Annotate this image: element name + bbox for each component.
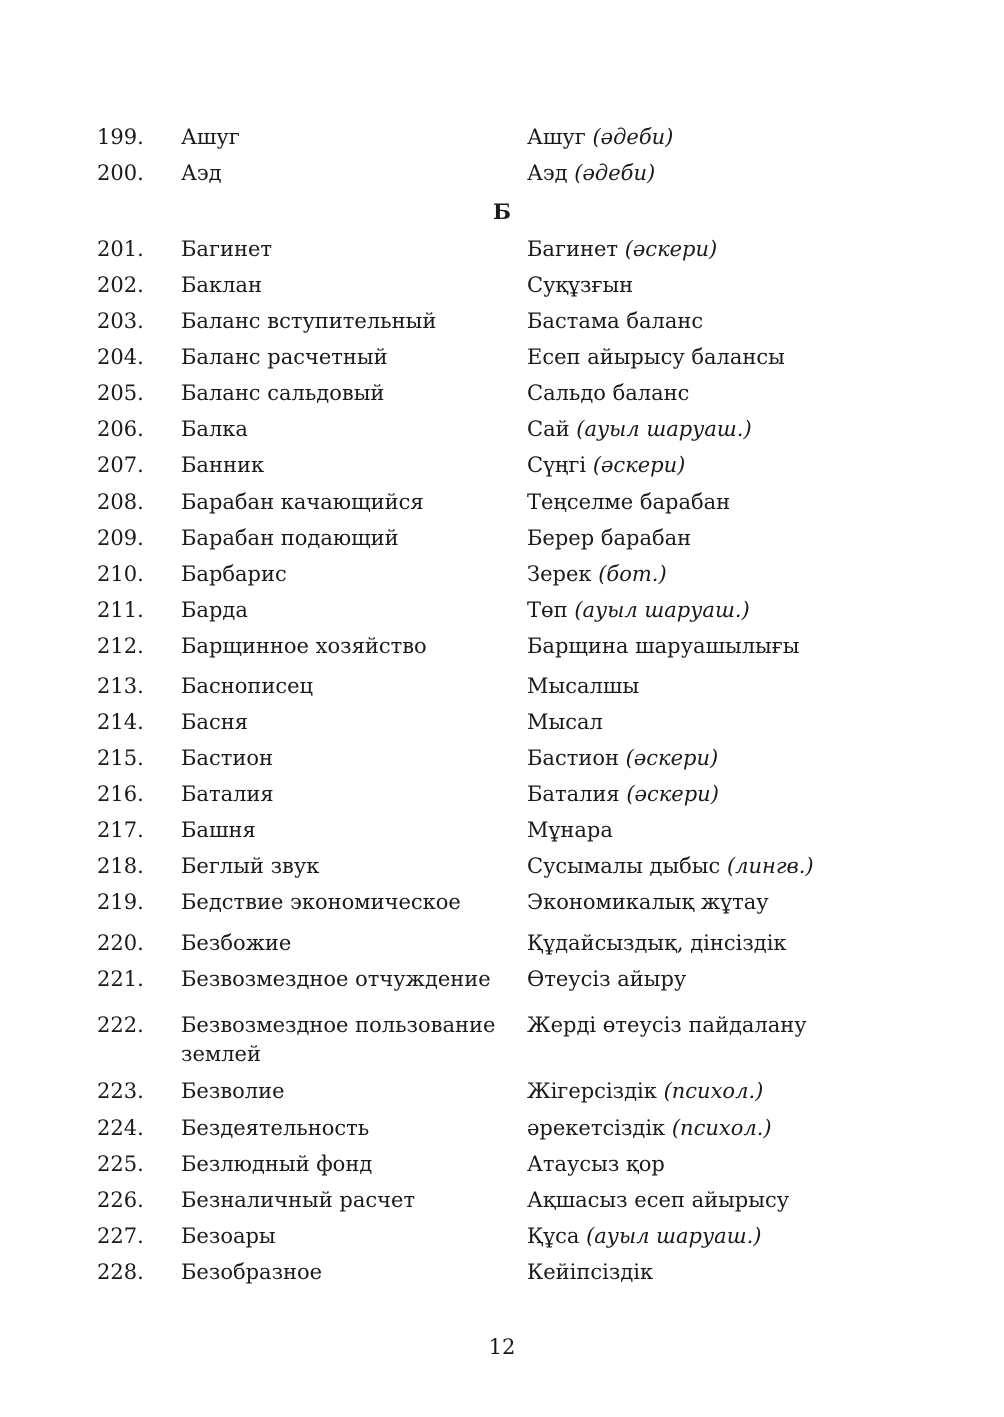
domain-note: (әскери) [592, 453, 686, 477]
kazakh-term: Сусымалы дыбыс (лингв.) [527, 854, 814, 878]
kazakh-term: Берер барабан [527, 526, 692, 550]
kazakh-term: Экономикалық жұтау [527, 890, 769, 914]
domain-note: (психол.) [663, 1079, 764, 1103]
entry-number: 206. [97, 417, 144, 441]
russian-term: Баланс сальдовый [181, 381, 385, 405]
russian-term: Безобразное [181, 1260, 323, 1284]
domain-note: (ауыл шаруаш.) [574, 598, 750, 622]
russian-term: Безвозмездное отчуждение [181, 967, 491, 991]
kazakh-term: Багинет (әскери) [527, 237, 718, 261]
domain-note: (әскери) [625, 746, 719, 770]
kazakh-term: Өтеусіз айыру [527, 967, 687, 991]
entry-number: 221. [97, 967, 144, 991]
russian-term: Басня [181, 710, 248, 734]
kazakh-term: Төп (ауыл шаруаш.) [527, 598, 750, 622]
kazakh-term: Мұнара [527, 818, 613, 842]
entry-number: 199. [97, 125, 144, 149]
kazakh-term: Суқұзғын [527, 273, 634, 297]
russian-term: Безлюдный фонд [181, 1152, 373, 1176]
kazakh-term: Есеп айырысу балансы [527, 345, 785, 369]
russian-term: Безвозмездное пользование землей [181, 1013, 496, 1066]
kazakh-term: Құдайсыздық, дінсіздік [527, 931, 787, 955]
entry-number: 216. [97, 782, 144, 806]
kazakh-term: Жігерсіздік (психол.) [527, 1079, 764, 1103]
entry-number: 219. [97, 890, 144, 914]
russian-term: Бедствие экономическое [181, 890, 461, 914]
russian-term: Баснописец [181, 674, 314, 698]
domain-note: (әскери) [624, 237, 718, 261]
entry-number: 209. [97, 526, 144, 550]
page-number: 12 [488, 1335, 516, 1359]
russian-term: Багинет [181, 237, 272, 261]
russian-term: Баталия [181, 782, 274, 806]
entry-number: 202. [97, 273, 144, 297]
russian-term: Беглый звук [181, 854, 320, 878]
entry-number: 222. [97, 1013, 144, 1037]
kazakh-term: Бастион (әскери) [527, 746, 719, 770]
russian-term: Барщинное хозяйство [181, 634, 427, 658]
russian-term: Барбарис [181, 562, 287, 586]
section-heading: Б [493, 199, 511, 224]
entry-number: 211. [97, 598, 144, 622]
kazakh-term: Сальдо баланс [527, 381, 690, 405]
russian-term: Баклан [181, 273, 262, 297]
russian-term: Бездеятельность [181, 1116, 370, 1140]
russian-term: Безоары [181, 1224, 276, 1248]
domain-note: (лингв.) [726, 854, 814, 878]
entry-number: 212. [97, 634, 144, 658]
entry-number: 220. [97, 931, 144, 955]
russian-term: Балка [181, 417, 248, 441]
kazakh-term: Ақшасыз есеп айырысу [527, 1188, 790, 1212]
entry-number: 213. [97, 674, 144, 698]
entry-number: 214. [97, 710, 144, 734]
domain-note: (ауыл шаруаш.) [576, 417, 752, 441]
entry-number: 207. [97, 453, 144, 477]
domain-note: (әскери) [626, 782, 719, 806]
russian-term: Барда [181, 598, 248, 622]
russian-term: Барабан подающий [181, 526, 399, 550]
russian-term: Башня [181, 818, 256, 842]
entry-number: 205. [97, 381, 144, 405]
kazakh-term: Жерді өтеусіз пайдалану [527, 1013, 807, 1037]
entry-number: 228. [97, 1260, 144, 1284]
russian-term: Баланс вступительный [181, 309, 437, 333]
kazakh-term: Сүңгі (әскери) [527, 453, 686, 477]
kazakh-term: Бастама баланс [527, 309, 704, 333]
kazakh-term: әрекетсіздік (психол.) [527, 1116, 772, 1140]
entry-number: 210. [97, 562, 144, 586]
kazakh-term: Теңселме барабан [527, 490, 731, 514]
kazakh-term: Сай (ауыл шаруаш.) [527, 417, 752, 441]
russian-term: Безбожие [181, 931, 292, 955]
kazakh-term: Ашуг (әдеби) [527, 125, 674, 149]
russian-term: Безволие [181, 1079, 285, 1103]
entry-number: 203. [97, 309, 144, 333]
entry-number: 215. [97, 746, 144, 770]
kazakh-term: Мысал [527, 710, 603, 734]
kazakh-term: Атаусыз қор [527, 1152, 665, 1176]
entry-number: 217. [97, 818, 144, 842]
domain-note: (психол.) [671, 1116, 772, 1140]
kazakh-term: Баталия (әскери) [527, 782, 719, 806]
entry-number: 225. [97, 1152, 144, 1176]
domain-note: (әдеби) [592, 125, 674, 149]
domain-note: (бот.) [598, 562, 667, 586]
kazakh-term: Кейіпсіздік [527, 1260, 654, 1284]
russian-term: Ашуг [181, 125, 240, 149]
russian-term: Аэд [181, 161, 222, 185]
entry-number: 224. [97, 1116, 144, 1140]
entry-number: 218. [97, 854, 144, 878]
russian-term: Бастион [181, 746, 273, 770]
russian-term: Барабан качающийся [181, 490, 424, 514]
russian-term: Безналичный расчет [181, 1188, 416, 1212]
kazakh-term: Аэд (әдеби) [527, 161, 656, 185]
kazakh-term: Зерек (бот.) [527, 562, 667, 586]
entry-number: 208. [97, 490, 144, 514]
russian-term: Баланс расчетный [181, 345, 388, 369]
entry-number: 200. [97, 161, 144, 185]
domain-note: (әдеби) [574, 161, 656, 185]
domain-note: (ауыл шаруаш.) [586, 1224, 762, 1248]
kazakh-term: Барщина шаруашылығы [527, 634, 800, 658]
entry-number: 201. [97, 237, 144, 261]
kazakh-term: Құса (ауыл шаруаш.) [527, 1224, 762, 1248]
entry-number: 204. [97, 345, 144, 369]
entry-number: 223. [97, 1079, 144, 1103]
russian-term: Банник [181, 453, 265, 477]
entry-number: 227. [97, 1224, 144, 1248]
entry-number: 226. [97, 1188, 144, 1212]
kazakh-term: Мысалшы [527, 674, 640, 698]
